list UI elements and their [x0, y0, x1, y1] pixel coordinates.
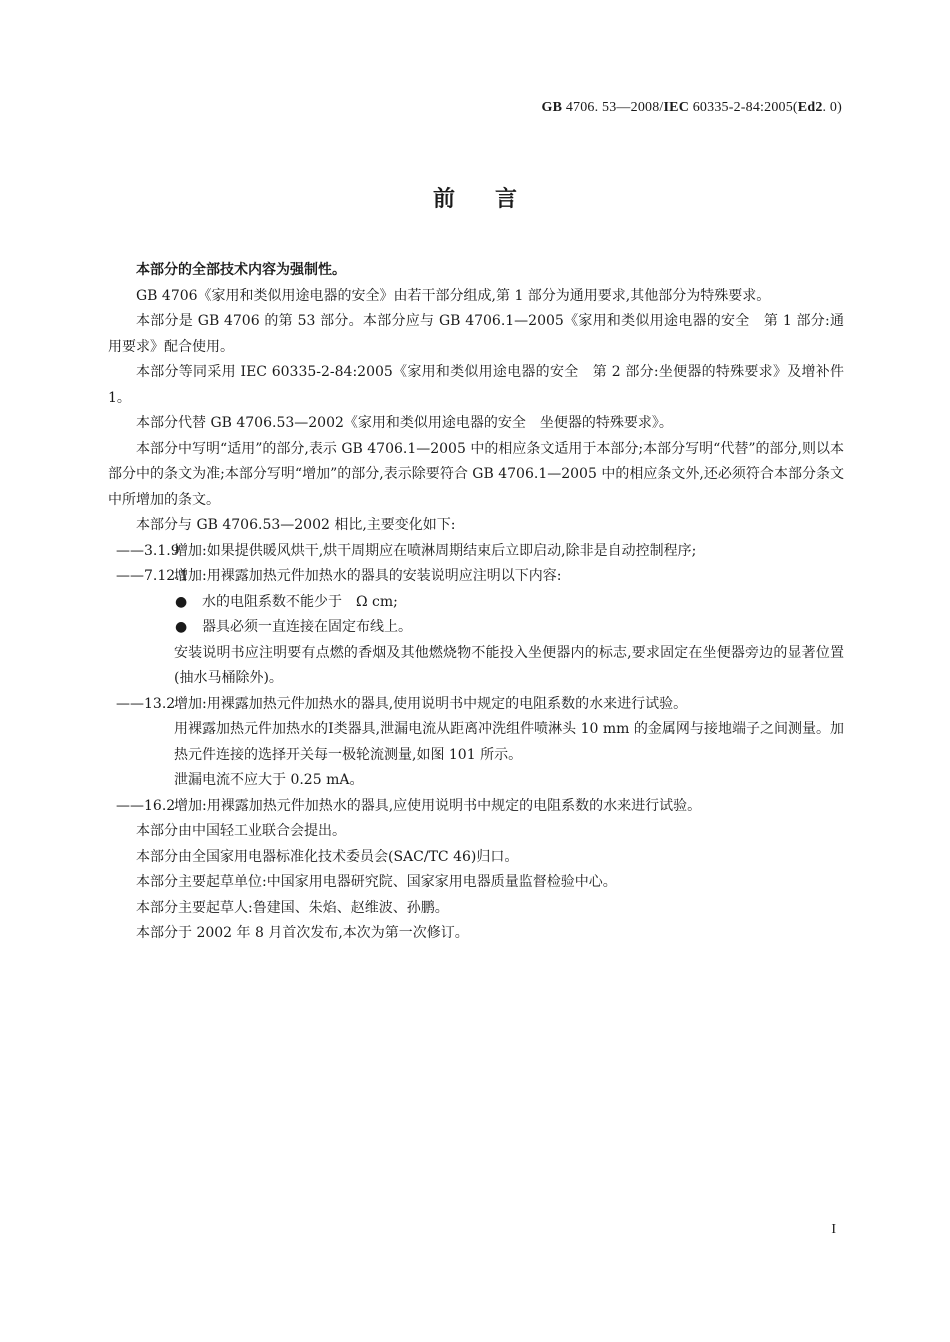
std-iec-number: 60335-2-84:2005(	[689, 100, 798, 115]
change-item	[108, 539, 844, 565]
paragraph: 本部分代替 GB 4706.53—2002《家用和类似用途电器的安全 坐便器的特殊要求》。	[136, 415, 673, 431]
change-item	[108, 564, 844, 590]
change-clause: ——7.12.1	[116, 568, 189, 584]
bullet-icon: ●	[175, 619, 188, 635]
change-clause: ——16.2	[116, 797, 176, 814]
mandatory-statement: 本部分的全部技术内容为强制性。	[136, 262, 346, 278]
change-item	[108, 692, 844, 718]
change-text: 增加:用裸露加热元件加热水的器具,应使用说明书中规定的电阻系数的水来进行试验。	[174, 797, 702, 814]
change-text: 增加:如果提供暖风烘干,烘干周期应在喷淋周期结束后立即启动,除非是自动控制程序;	[174, 542, 697, 559]
change-item	[108, 794, 844, 820]
standard-code	[541, 100, 842, 116]
change-text: 增加:用裸露加热元件加热水的器具,使用说明书中规定的电阻系数的水来进行试验。	[174, 695, 688, 712]
change-clause: ——3.1.9	[116, 542, 180, 559]
closing-paragraph: 本部分主要起草单位:中国家用电器研究院、国家家用电器质量监督检验中心。	[136, 874, 617, 890]
closing-paragraph: 本部分主要起草人:鲁建国、朱焰、赵维波、孙鹏。	[136, 899, 449, 916]
change-subtext: 用裸露加热元件加热水的Ⅰ类器具,泄漏电流从距离冲洗组件喷淋头 10 mm 的金属网与接地端子之间测量。加热元件连接的选择开关每一极轮流测量,如图 101 所示。	[174, 721, 844, 763]
std-iec-label: IEC	[663, 100, 690, 115]
closing-paragraph: 本部分由全国家用电器标准化技术委员会(SAC/TC 46)归口。	[136, 848, 519, 865]
foreword-body	[108, 258, 844, 947]
page-number: I	[831, 1222, 836, 1237]
std-gb-number: 4706. 53—2008/	[562, 100, 664, 115]
paragraph: 本部分是 GB 4706 的第 53 部分。本部分应与 GB 4706.1—2005《家用和类似用途电器的安全 第 1 部分:通用要求》配合使用。	[108, 313, 844, 355]
paragraph: GB 4706《家用和类似用途电器的安全》由若干部分组成,第 1 部分为通用要求,其他部分为特殊要求。	[136, 287, 771, 304]
paragraph: 本部分中写明“适用”的部分,表示 GB 4706.1—2005 中的相应条文适用于本部分;本部分写明“代替”的部分,则以本部分中的条文为准;本部分写明“增加”的部分,表示除要符合 GB 4706.1—2005 中的相应条文外,还必须符合本部分条文中所增加的条文。	[108, 440, 844, 508]
std-edition-number: . 0)	[822, 100, 842, 115]
change-subtext: 安装说明书应注明要有点燃的香烟及其他燃烧物不能投入坐便器内的标志,要求固定在坐便器旁边的显著位置(抽水马桶除外)。	[174, 644, 844, 686]
paragraph: 本部分等同采用 IEC 60335-2-84:2005《家用和类似用途电器的安全 第 2 部分:坐便器的特殊要求》及增补件 1。	[108, 364, 844, 406]
page-title: 前言	[432, 187, 557, 212]
std-edition-label: Ed2	[797, 100, 823, 115]
paragraph: 本部分与 GB 4706.53—2002 相比,主要变化如下:	[136, 517, 456, 533]
std-gb-label: GB	[541, 100, 563, 115]
change-clause: ——13.2	[116, 695, 176, 712]
change-subtext: 泄漏电流不应大于 0.25 mA。	[174, 772, 364, 788]
closing-paragraph: 本部分由中国轻工业联合会提出。	[136, 823, 346, 839]
change-text: 增加:用裸露加热元件加热水的器具的安装说明应注明以下内容:	[174, 568, 562, 584]
bullet-item: ● 器具必须一直连接在固定布线上。	[108, 615, 844, 641]
bullet-item: ● 水的电阻系数不能少于 Ω cm;	[108, 590, 844, 616]
closing-paragraph: 本部分于 2002 年 8 月首次发布,本次为第一次修订。	[136, 925, 469, 941]
bullet-icon: ●	[175, 593, 188, 610]
